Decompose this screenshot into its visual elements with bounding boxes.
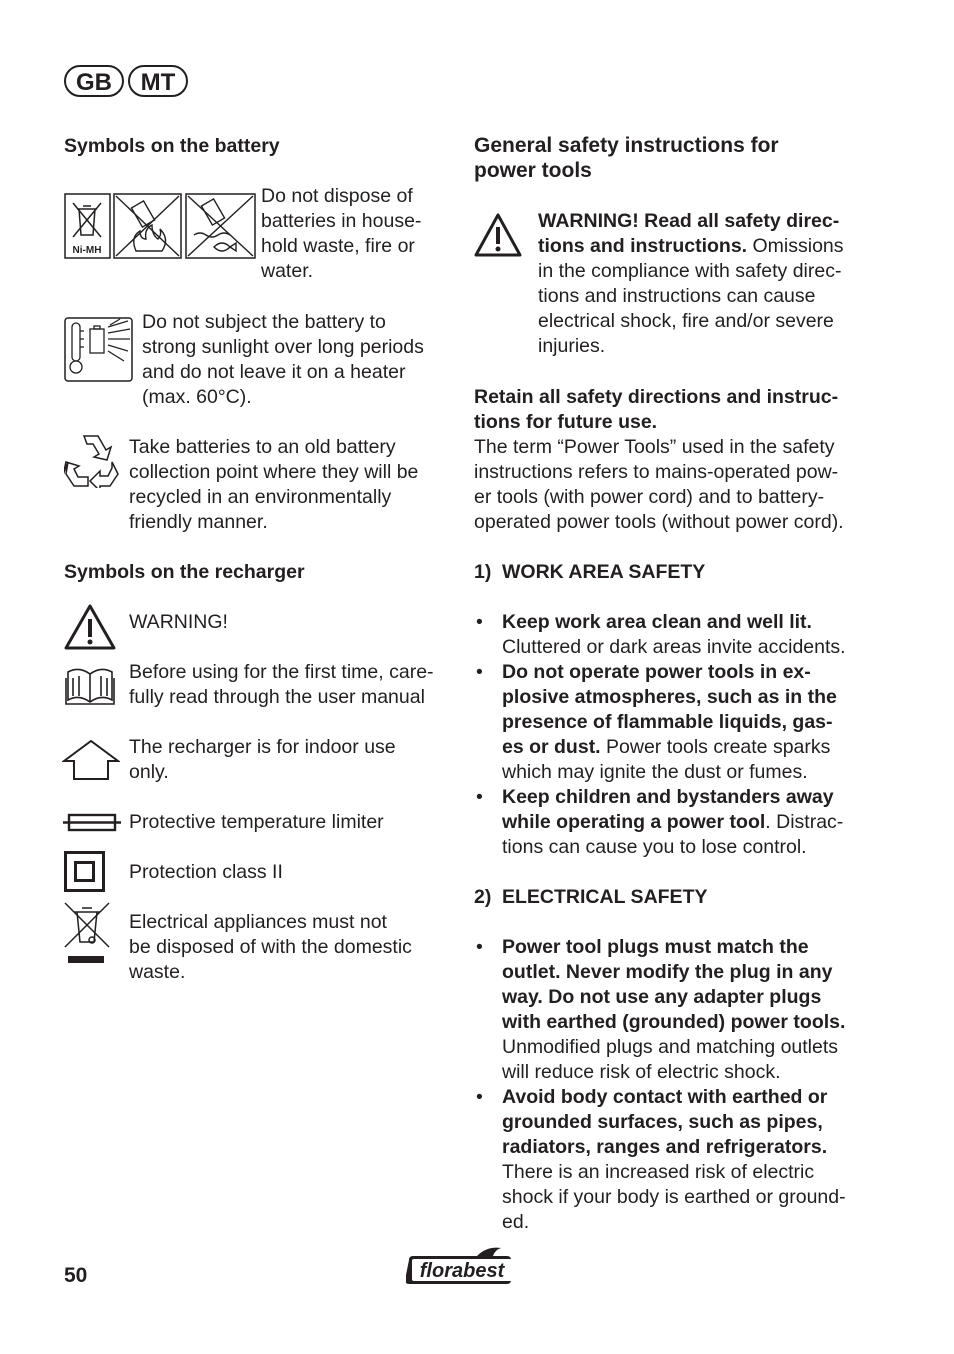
indoor-house-icon <box>62 739 120 786</box>
manual-book-icon <box>64 664 116 711</box>
list-item: • Do not operate power tools in ex- plosive atmospheres, such as in the presence of flammable liquids, gas- es or dust. Power tools create sparks which may ignite the dust or fumes. <box>476 661 837 783</box>
work-area-bullets <box>474 610 864 860</box>
list-item: • Keep work area clean and well lit. Cluttered or dark areas invite accidents. <box>476 611 846 658</box>
recharger-item-warning-text: WARNING! <box>129 611 228 633</box>
safety-instructions-heading: General safety instructions for power tools <box>474 134 779 182</box>
section-electrical-heading: 2) ELECTRICAL SAFETY <box>474 886 708 908</box>
temperature-limiter-icon <box>63 812 121 839</box>
protection-class-icon <box>64 851 106 898</box>
recycle-icon <box>64 432 120 493</box>
electrical-bullets <box>474 935 864 1235</box>
battery-item-2-text: Do not subject the battery to strong sunlight over long periods and do not leave it on a heater (max. 60°C). <box>142 311 424 408</box>
recharger-item-indoor-text: The recharger is for indoor use only. <box>129 736 396 783</box>
page-number: 50 <box>64 1264 88 1287</box>
ni-mh-label: Ni-MH <box>72 245 102 256</box>
recharger-item-limiter-text: Protective temperature limiter <box>129 811 384 833</box>
no-dispose-icons <box>64 193 256 264</box>
list-item: • Keep children and bystanders away while operating a power tool. Distrac- tions can cause you to lose control. <box>476 786 844 858</box>
section-work-area-heading: 1) WORK AREA SAFETY <box>474 561 706 583</box>
warning-icon <box>64 603 116 656</box>
recharger-item-class-text: Protection class II <box>129 861 283 883</box>
lang-badge-gb: GB <box>64 65 124 97</box>
recharger-symbols-heading: Symbols on the recharger <box>64 561 305 583</box>
battery-item-3-text: Take batteries to an old battery collection point where they will be recycled in an environmentally friendly manner. <box>129 436 419 533</box>
weee-bin-icon <box>64 900 110 971</box>
recharger-item-manual-text: Before using for the first time, care- fully read through the user manual <box>129 661 434 708</box>
retain-paragraph: Retain all safety directions and instruc- tions for future use. The term “Power Tools” used in the safety instructions refers to mains-operated pow- er tools (with power cord) and to battery- operated power tools (without power cord). <box>474 386 844 533</box>
list-item: • Avoid body contact with earthed or grounded surfaces, such as pipes, radiators, ranges and refrigerators. There is an increased risk of electric shock if your body is earthed or ground- ed. <box>476 1086 846 1233</box>
battery-symbols-heading: Symbols on the battery <box>64 135 280 157</box>
sunlight-heat-icon <box>64 317 134 388</box>
battery-item-1-text: Do not dispose of batteries in house- hold waste, fire or water. <box>261 185 422 282</box>
lang-badge-mt: MT <box>128 65 188 97</box>
logo-text: florabest <box>419 1260 505 1282</box>
warning-paragraph: WARNING! Read all safety direc- tions and instructions. Omissions in the compliance with safety direc- tions and instructions can cause electrical shock, fire and/or severe injuries. <box>538 210 844 357</box>
list-item: • Power tool plugs must match the outlet. Never modify the plug in any way. Do not use any adapter plugs with earthed (grounded) power tools. Unmodified plugs and matching outlets will reduce risk of electric shock. <box>476 936 846 1083</box>
warning-triangle-icon <box>474 212 522 263</box>
florabest-logo <box>406 1246 518 1288</box>
recharger-item-weee-text: Electrical appliances must not be disposed of with the domestic waste. <box>129 911 412 983</box>
